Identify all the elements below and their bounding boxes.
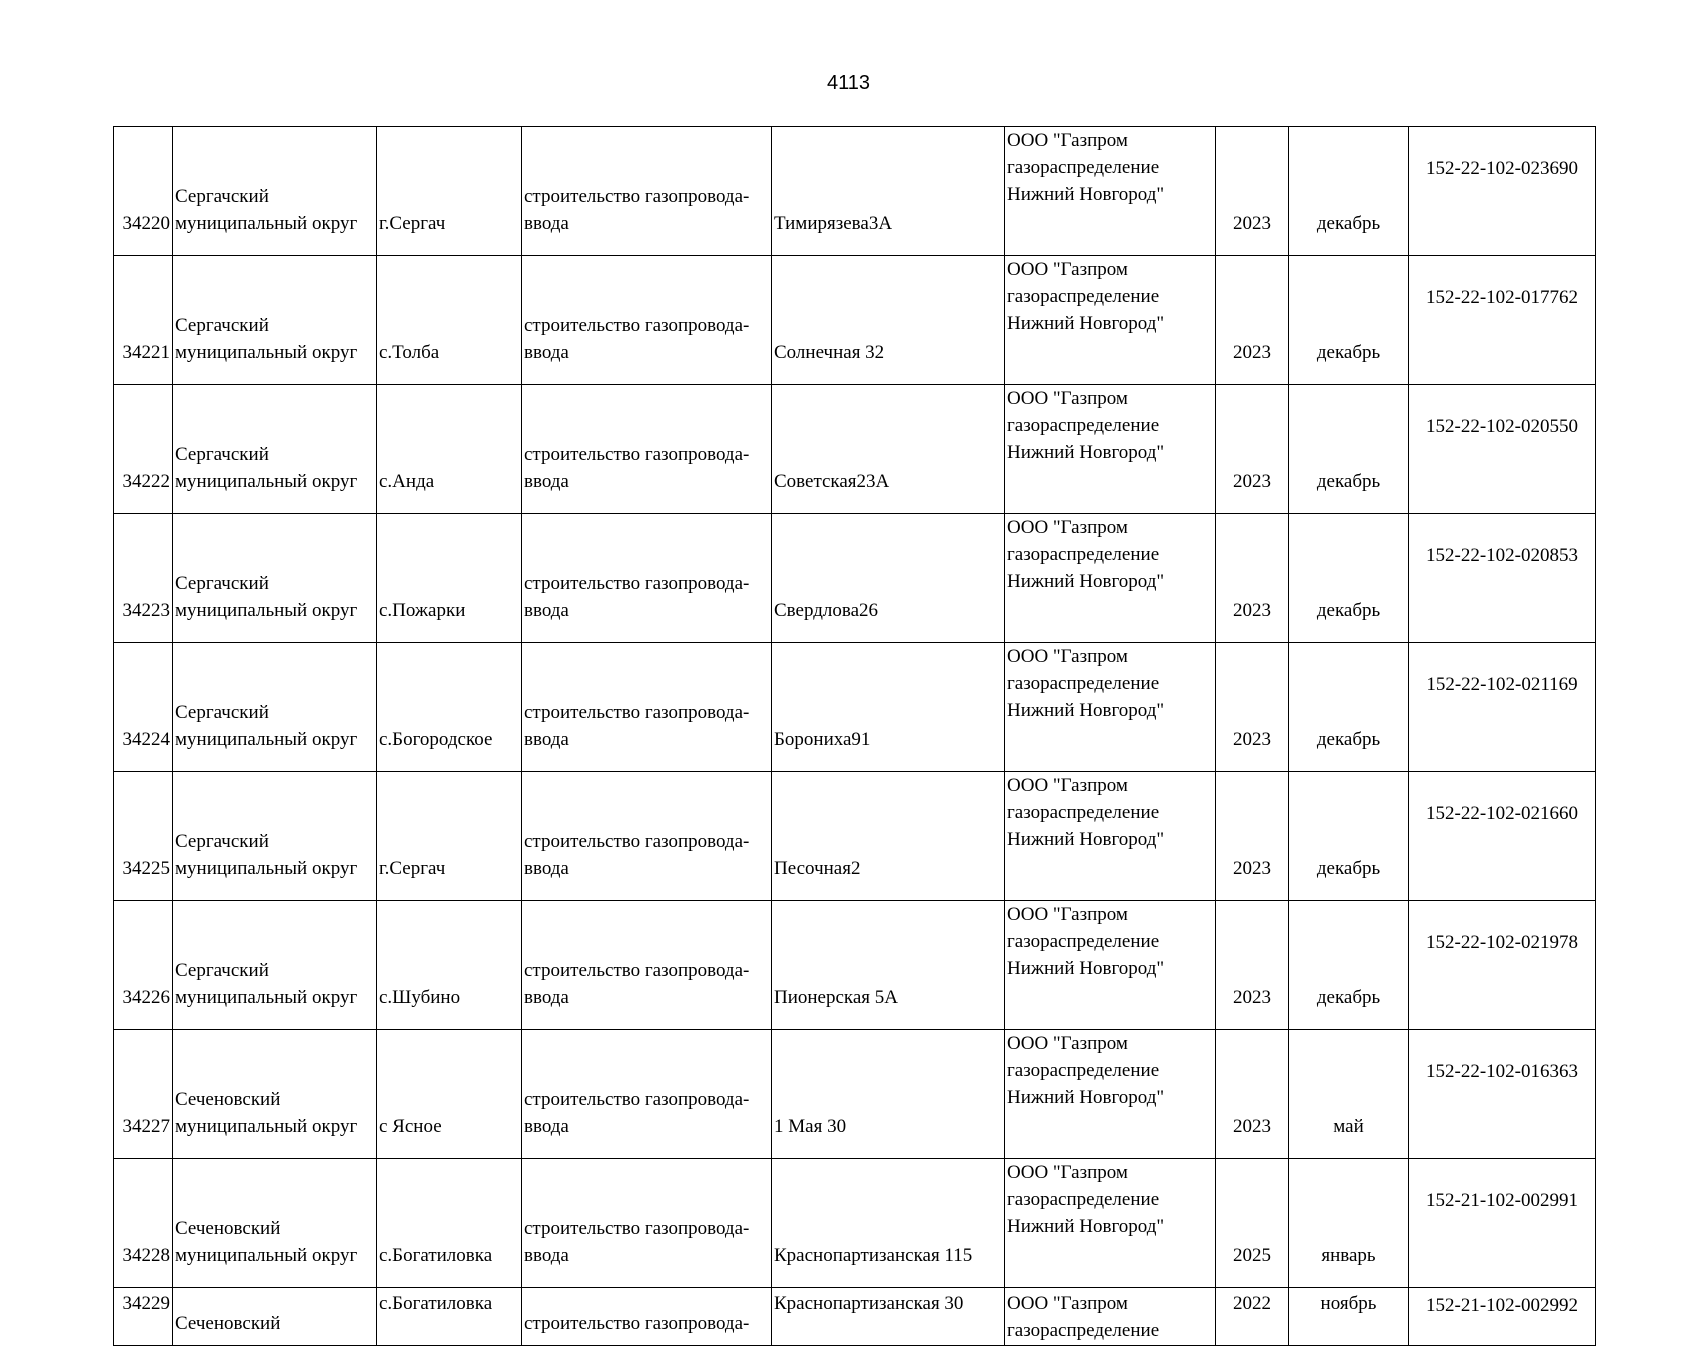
organization-cell: ООО "Газпром газораспределение Нижний Новгород" xyxy=(1005,256,1216,385)
district-cell xyxy=(173,1288,377,1346)
row-number xyxy=(114,1288,173,1346)
month-cell: декабрь xyxy=(1289,256,1409,385)
table-row xyxy=(114,256,1596,385)
organization-cell: ООО "Газпром газораспределение Нижний Новгород" xyxy=(1005,1159,1216,1288)
row-number: 34228 xyxy=(114,1159,173,1288)
work-type-cell: строительство газопровода-ввода xyxy=(522,256,772,385)
registration-code-cell: 152-22-102-021660 xyxy=(1409,772,1596,901)
district-cell: Сергачский муниципальный округ xyxy=(173,127,377,256)
address-cell: Пионерская 5А xyxy=(772,901,1005,1030)
address-cell: Песочная2 xyxy=(772,772,1005,901)
settlement-cell: с.Шубино xyxy=(377,901,522,1030)
row-number: 34226 xyxy=(114,901,173,1030)
organization-cell: ООО "Газпром газораспределение Нижний Новгород" xyxy=(1005,514,1216,643)
organization-cell-text: ООО "Газпром газораспределение xyxy=(1007,1293,1160,1341)
organization-cell: ООО "Газпром газораспределение Нижний Новгород" xyxy=(1005,127,1216,256)
work-type-cell: строительство газопровода-ввода xyxy=(522,514,772,643)
district-cell: Сеченовский муниципальный округ xyxy=(173,1030,377,1159)
work-type-cell: строительство газопровода-ввода xyxy=(522,1030,772,1159)
work-type-cell: строительство газопровода-ввода xyxy=(522,643,772,772)
organization-cell: ООО "Газпром газораспределение Нижний Новгород" xyxy=(1005,385,1216,514)
registration-code-cell: 152-22-102-021978 xyxy=(1409,901,1596,1030)
address-cell: Свердлова26 xyxy=(772,514,1005,643)
settlement-cell: с.Богатиловка xyxy=(377,1159,522,1288)
year-cell: 2023 xyxy=(1216,514,1289,643)
registration-code-cell: 152-22-102-023690 xyxy=(1409,127,1596,256)
work-type-cell: строительство газопровода-ввода xyxy=(522,772,772,901)
work-type-cell: строительство газопровода-ввода xyxy=(522,127,772,256)
month-cell: декабрь xyxy=(1289,643,1409,772)
month-cell: январь xyxy=(1289,1159,1409,1288)
settlement-cell: с.Богородское xyxy=(377,643,522,772)
row-number: 34221 xyxy=(114,256,173,385)
settlement-cell: с.Толба xyxy=(377,256,522,385)
address-cell: Тимирязева3А xyxy=(772,127,1005,256)
work-type-cell: строительство газопровода-ввода xyxy=(522,901,772,1030)
year-cell xyxy=(1216,1288,1289,1346)
page-number: 4113 xyxy=(826,72,870,94)
row-number: 34220 xyxy=(114,127,173,256)
district-cell: Сеченовский муниципальный округ xyxy=(173,1159,377,1288)
address-cell-text: Краснопартизанская 30 xyxy=(774,1293,964,1314)
row-number: 34222 xyxy=(114,385,173,514)
row-number: 34223 xyxy=(114,514,173,643)
table-body xyxy=(114,127,1596,1346)
organization-cell: ООО "Газпром газораспределение Нижний Новгород" xyxy=(1005,1030,1216,1159)
address-cell: Краснопартизанская 115 xyxy=(772,1159,1005,1288)
month-cell: май xyxy=(1289,1030,1409,1159)
settlement-cell: г.Сергач xyxy=(377,772,522,901)
registration-code-cell: 152-22-102-020853 xyxy=(1409,514,1596,643)
row-number: 34225 xyxy=(114,772,173,901)
row-number-text: 34229 xyxy=(122,1293,170,1314)
table-row xyxy=(114,772,1596,901)
registration-code-cell: 152-22-102-020550 xyxy=(1409,385,1596,514)
settlement-cell: с.Анда xyxy=(377,385,522,514)
organization-cell: ООО "Газпром газораспределение Нижний Новгород" xyxy=(1005,643,1216,772)
district-cell: Сергачский муниципальный округ xyxy=(173,643,377,772)
row-number: 34224 xyxy=(114,643,173,772)
year-cell: 2023 xyxy=(1216,772,1289,901)
year-cell: 2023 xyxy=(1216,901,1289,1030)
month-cell xyxy=(1289,1288,1409,1346)
registration-code-cell-text: 152-21-102-002992 xyxy=(1426,1295,1578,1316)
address-cell: Солнечная 32 xyxy=(772,256,1005,385)
district-cell-text: Сеченовский xyxy=(175,1313,281,1334)
table-row xyxy=(114,643,1596,772)
organization-cell xyxy=(1005,1288,1216,1346)
month-cell: декабрь xyxy=(1289,385,1409,514)
work-type-cell: строительство газопровода-ввода xyxy=(522,1159,772,1288)
table-row xyxy=(114,385,1596,514)
address-cell: Борониха91 xyxy=(772,643,1005,772)
month-cell: декабрь xyxy=(1289,514,1409,643)
organization-cell: ООО "Газпром газораспределение Нижний Новгород" xyxy=(1005,772,1216,901)
settlement-cell xyxy=(377,1288,522,1346)
year-cell: 2023 xyxy=(1216,1030,1289,1159)
district-cell: Сергачский муниципальный округ xyxy=(173,901,377,1030)
work-type-cell: строительство газопровода-ввода xyxy=(522,385,772,514)
gas-connection-table xyxy=(113,126,1596,1346)
address-cell: 1 Мая 30 xyxy=(772,1030,1005,1159)
row-number: 34227 xyxy=(114,1030,173,1159)
year-cell-text: 2022 xyxy=(1233,1293,1271,1314)
year-cell: 2023 xyxy=(1216,385,1289,514)
district-cell: Сергачский муниципальный округ xyxy=(173,385,377,514)
year-cell: 2025 xyxy=(1216,1159,1289,1288)
address-cell: Советская23А xyxy=(772,385,1005,514)
registration-code-cell: 152-22-102-016363 xyxy=(1409,1030,1596,1159)
district-cell: Сергачский муниципальный округ xyxy=(173,256,377,385)
table-row xyxy=(114,127,1596,256)
settlement-cell: с Ясное xyxy=(377,1030,522,1159)
settlement-cell-text: с.Богатиловка xyxy=(379,1293,493,1314)
registration-code-cell xyxy=(1409,1288,1596,1346)
month-cell: декабрь xyxy=(1289,127,1409,256)
year-cell: 2023 xyxy=(1216,127,1289,256)
work-type-cell xyxy=(522,1288,772,1346)
table-row-partial xyxy=(114,1288,1596,1346)
registration-code-cell: 152-22-102-021169 xyxy=(1409,643,1596,772)
year-cell: 2023 xyxy=(1216,256,1289,385)
table-row xyxy=(114,901,1596,1030)
month-cell: декабрь xyxy=(1289,901,1409,1030)
settlement-cell: с.Пожарки xyxy=(377,514,522,643)
month-cell: декабрь xyxy=(1289,772,1409,901)
district-cell: Сергачский муниципальный округ xyxy=(173,514,377,643)
registration-code-cell: 152-21-102-002991 xyxy=(1409,1159,1596,1288)
settlement-cell: г.Сергач xyxy=(377,127,522,256)
organization-cell: ООО "Газпром газораспределение Нижний Новгород" xyxy=(1005,901,1216,1030)
registration-code-cell: 152-22-102-017762 xyxy=(1409,256,1596,385)
month-cell-text: ноябрь xyxy=(1320,1293,1377,1314)
work-type-cell-text: строительство газопровода- xyxy=(524,1313,750,1334)
table-row xyxy=(114,514,1596,643)
year-cell: 2023 xyxy=(1216,643,1289,772)
table-row xyxy=(114,1030,1596,1159)
district-cell: Сергачский муниципальный округ xyxy=(173,772,377,901)
address-cell xyxy=(772,1288,1005,1346)
table-row xyxy=(114,1159,1596,1288)
